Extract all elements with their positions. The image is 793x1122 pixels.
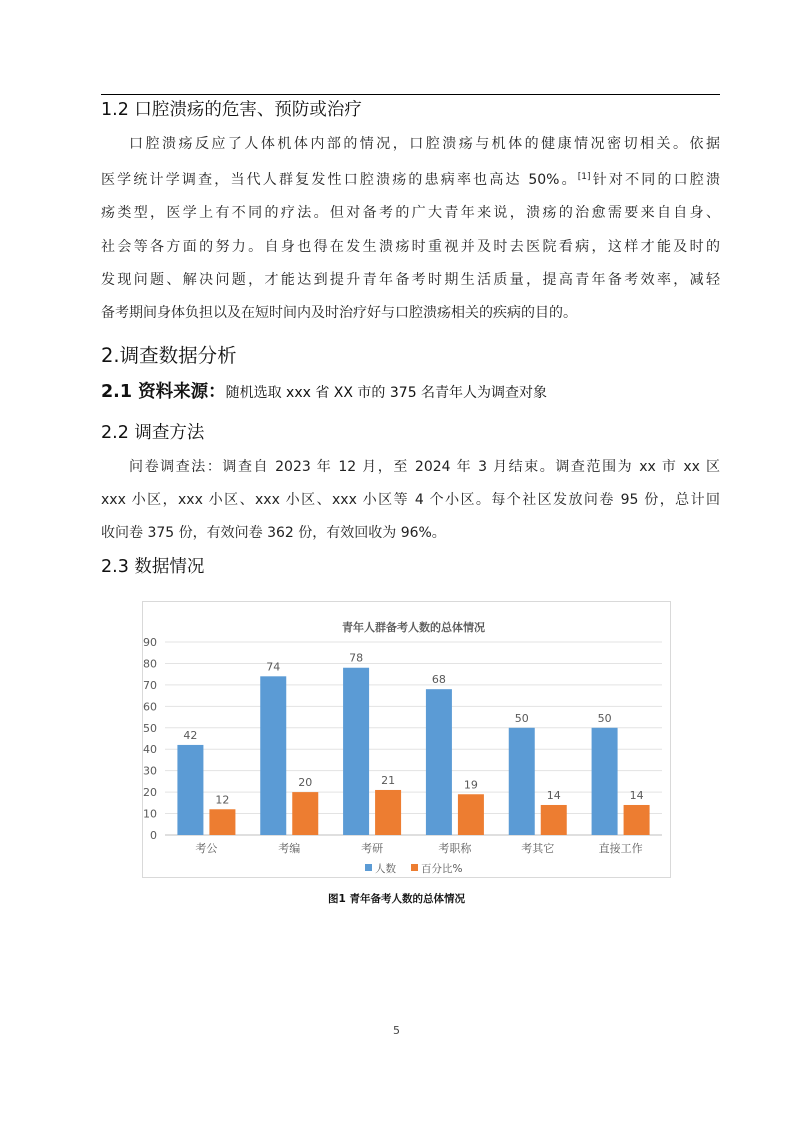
paragraph-1 — [101, 128, 720, 330]
data-label: 42 — [183, 728, 198, 742]
y-tick-label: 30 — [143, 764, 157, 778]
paragraph-1-text: 医学统计学调查，当代人群复发性口腔溃疡的患病率也高达 50%。 — [101, 172, 578, 189]
section-2-1-text: 随机选取 xxx 省 XX 市的 375 名青年人为调查对象 — [225, 385, 548, 401]
data-label: 12 — [215, 793, 230, 807]
legend-label: 百分比% — [421, 863, 463, 875]
bar-count — [509, 728, 535, 835]
header-rule — [101, 94, 720, 95]
bar-chart — [142, 601, 671, 878]
data-label: 14 — [629, 788, 644, 802]
y-tick-label: 0 — [150, 829, 157, 842]
page-number: 5 — [393, 1024, 400, 1037]
data-label: 21 — [381, 773, 396, 787]
paragraph-1-line: 疡类型，医学上有不同的疗法。但对备考的广大青年来说，溃疡的治愈需要来自自身、 — [101, 205, 720, 222]
section-heading-2-3: 2.3 数据情况 — [101, 557, 205, 577]
y-tick-label: 90 — [143, 636, 157, 649]
paragraph-2-line: 收问卷 375 份，有效问卷 362 份，有效回收为 96%。 — [101, 525, 446, 542]
legend-swatch — [411, 864, 418, 871]
bar-count — [592, 728, 618, 835]
paragraph-1-text: 针对不同的口腔溃 — [590, 172, 720, 189]
citation-ref: [1] — [577, 172, 591, 183]
data-label: 50 — [597, 711, 612, 725]
x-tick-label: 直接工作 — [598, 842, 643, 855]
section-2-1-label: 2.1 资料来源： — [101, 382, 226, 402]
chart-title: 青年人群备考人数的总体情况 — [342, 621, 485, 634]
legend-label: 人数 — [375, 863, 396, 875]
bar-count — [260, 676, 286, 835]
bar-percent — [375, 790, 401, 835]
data-label: 68 — [431, 673, 446, 687]
bar-percent — [292, 792, 318, 835]
paragraph-2-line: xxx 小区，xxx 小区、xxx 小区、xxx 小区等 4 个小区。每个社区发放问卷 95 份，总计回 — [101, 492, 720, 509]
section-heading-2-2: 2.2 调查方法 — [101, 423, 205, 443]
bar-percent — [209, 809, 235, 835]
figure-caption: 图1 青年备考人数的总体情况 — [328, 893, 465, 905]
paragraph-1-line: 口腔溃疡反应了人体机体内部的情况，口腔溃疡与机体的健康情况密切相关。依据 — [129, 136, 720, 152]
y-tick-label: 10 — [143, 807, 157, 821]
data-label: 74 — [266, 660, 281, 674]
x-tick-label: 考职称 — [438, 842, 472, 855]
paragraph-1-line: 社会等各方面的努力。自身也得在发生溃疡时重视并及时去医院看病，这样才能及时的 — [101, 238, 720, 255]
legend-swatch — [365, 864, 372, 871]
paragraph-1-line: 发现问题、解决问题，才能达到提升青年备考时期生活质量，提高青年备考效率，减轻 — [101, 271, 720, 288]
section-heading-1-2: 1.2 口腔溃疡的危害、预防或治疗 — [101, 100, 362, 120]
data-label: 50 — [514, 711, 529, 725]
y-tick-label: 70 — [143, 678, 157, 692]
paragraph-1-line — [101, 161, 720, 197]
bar-percent — [458, 794, 484, 835]
y-tick-label: 50 — [143, 721, 157, 735]
y-tick-label: 20 — [143, 786, 157, 800]
bar-chart-svg — [143, 602, 670, 877]
bar-percent — [624, 805, 650, 835]
section-2-1 — [101, 378, 547, 403]
y-tick-label: 40 — [143, 743, 157, 757]
x-tick-label: 考公 — [195, 842, 218, 855]
bar-count — [343, 668, 369, 835]
x-tick-label: 考其它 — [521, 842, 555, 855]
bar-count — [426, 689, 452, 835]
y-tick-label: 80 — [143, 657, 157, 671]
x-tick-label: 考编 — [278, 842, 301, 855]
y-tick-label: 60 — [143, 700, 157, 714]
data-label: 78 — [349, 651, 364, 665]
section-heading-2: 2.调查数据分析 — [101, 344, 237, 367]
bar-count — [177, 745, 203, 835]
paragraph-2 — [101, 451, 720, 551]
data-label: 20 — [298, 776, 313, 790]
data-label: 14 — [546, 788, 561, 802]
paragraph-2-line: 问卷调查法：调查自 2023 年 12 月，至 2024 年 3 月结束。调查范围为 xx 市 xx 区 — [129, 459, 720, 475]
data-label: 19 — [463, 778, 478, 792]
bar-percent — [541, 805, 567, 835]
paragraph-1-line: 备考期间身体负担以及在短时间内及时治疗好与口腔溃疡相关的疾病的目的。 — [101, 305, 577, 322]
x-tick-label: 考研 — [361, 842, 384, 855]
